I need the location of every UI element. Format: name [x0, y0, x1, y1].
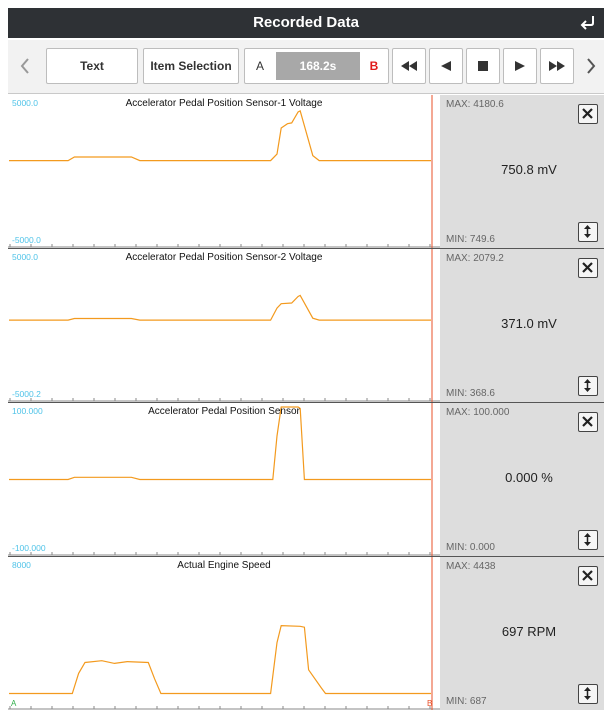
value-panel-1	[440, 95, 604, 248]
scale-button[interactable]	[578, 376, 598, 396]
a-marker-label: A	[11, 699, 17, 708]
fast-rewind-icon	[399, 60, 419, 72]
graph-panel-1	[8, 95, 604, 248]
close-icon	[579, 413, 596, 430]
close-graph-button[interactable]	[578, 258, 598, 278]
next-page-button[interactable]	[580, 48, 602, 84]
graph-title: Accelerator Pedal Position Sensor-1 Voltage	[125, 98, 323, 109]
y-max-label: 5000.0	[12, 252, 38, 262]
back-button[interactable]	[576, 11, 600, 35]
toolbar	[8, 40, 604, 94]
y-max-label: 100.000	[12, 406, 43, 416]
chevron-right-icon	[585, 57, 597, 75]
graph-title: Actual Engine Speed	[177, 560, 271, 571]
scale-button[interactable]	[578, 222, 598, 242]
value-panel-2	[440, 249, 604, 402]
item-selection-button[interactable]: Item Selection	[143, 48, 239, 84]
play-button[interactable]	[503, 48, 537, 84]
max-value: MAX: 4180.6	[446, 99, 504, 110]
time-display: 168.2s	[276, 52, 360, 80]
expand-vertical-icon	[579, 531, 596, 548]
chevron-left-icon	[19, 57, 31, 75]
text-button[interactable]: Text	[46, 48, 138, 84]
close-icon	[579, 567, 596, 584]
line-chart-2	[8, 249, 440, 402]
close-graph-button[interactable]	[578, 566, 598, 586]
min-value: MIN: 368.6	[446, 388, 495, 399]
graph-plot-2[interactable]	[8, 249, 440, 402]
max-value: MAX: 2079.2	[446, 253, 504, 264]
fast-forward-icon	[547, 60, 567, 72]
expand-vertical-icon	[579, 685, 596, 702]
graph-panel-2	[8, 249, 604, 402]
expand-vertical-icon	[579, 223, 596, 240]
line-chart-3	[8, 403, 440, 556]
prev-page-button[interactable]	[14, 48, 36, 84]
graph-plot-3[interactable]	[8, 403, 440, 556]
value-panel-4	[440, 557, 604, 710]
fast-rewind-button[interactable]	[392, 48, 426, 84]
graph-title: Accelerator Pedal Position Sensor	[148, 406, 300, 417]
y-min-label: -5000.2	[12, 389, 41, 399]
step-back-button[interactable]	[429, 48, 463, 84]
title-bar	[8, 8, 604, 38]
return-arrow-icon	[576, 11, 600, 35]
graph-plot-1[interactable]	[8, 95, 440, 248]
graph-title: Accelerator Pedal Position Sensor-2 Voltage	[125, 252, 323, 263]
b-marker-label: B	[427, 699, 433, 708]
line-chart-1	[8, 95, 440, 248]
current-value: 697 RPM	[501, 624, 557, 639]
data-series-line	[9, 626, 431, 694]
max-value: MAX: 4438	[446, 561, 496, 572]
line-chart-4	[8, 557, 440, 710]
scale-button[interactable]	[578, 530, 598, 550]
min-value: MIN: 687	[446, 696, 487, 707]
data-series-line	[9, 407, 431, 480]
min-value: MIN: 0.000	[446, 542, 495, 553]
data-series-line	[9, 111, 431, 161]
current-value: 750.8 mV	[501, 162, 557, 177]
stop-icon	[477, 60, 489, 72]
max-value: MAX: 100.000	[446, 407, 510, 418]
close-icon	[579, 105, 596, 122]
current-value: 371.0 mV	[501, 316, 557, 331]
close-graph-button[interactable]	[578, 412, 598, 432]
fast-forward-button[interactable]	[540, 48, 574, 84]
close-graph-button[interactable]	[578, 104, 598, 124]
a-marker-button[interactable]: A	[255, 59, 264, 73]
y-min-label: -5000.0	[12, 235, 41, 245]
graph-panel-4	[8, 557, 604, 710]
expand-vertical-icon	[579, 377, 596, 394]
y-max-label: 5000.0	[12, 98, 38, 108]
value-panel-3	[440, 403, 604, 556]
close-icon	[579, 259, 596, 276]
graph-plot-4[interactable]	[8, 557, 440, 710]
play-icon	[513, 60, 527, 72]
current-value: 0.000 %	[505, 470, 553, 485]
play-backward-icon	[439, 60, 453, 72]
b-marker-button[interactable]: B	[369, 59, 379, 73]
y-min-label: -100.000	[12, 543, 46, 553]
data-series-line	[9, 295, 431, 320]
min-value: MIN: 749.6	[446, 234, 495, 245]
stop-button[interactable]	[466, 48, 500, 84]
graph-panel-3	[8, 403, 604, 556]
scale-button[interactable]	[578, 684, 598, 704]
page-title: Recorded Data	[253, 14, 359, 31]
y-max-label: 8000	[12, 560, 31, 570]
ab-time-selector[interactable]	[244, 48, 389, 84]
